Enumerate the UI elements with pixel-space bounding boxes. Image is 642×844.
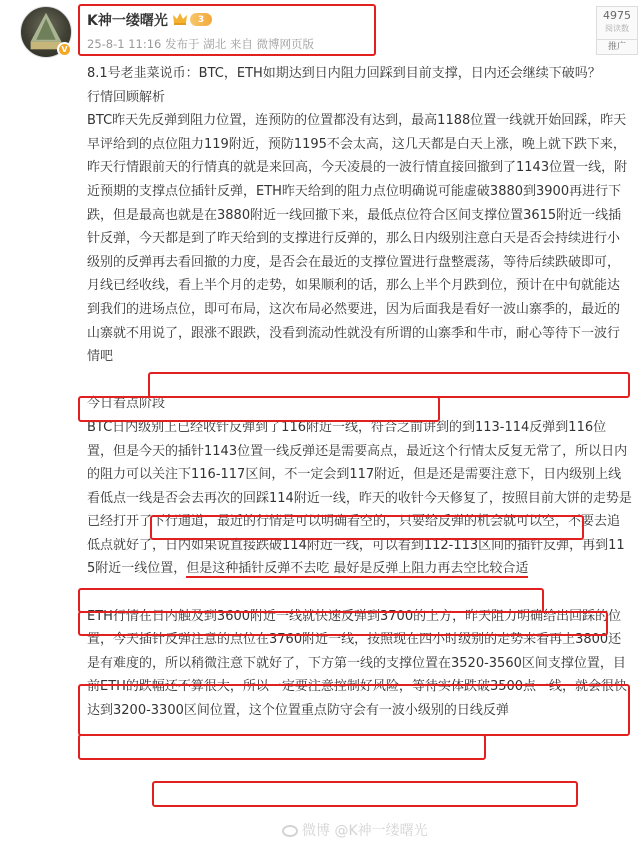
post-title: 8.1号老韭菜说币：BTC，ETH如期达到日内阻力回踩到目前支撑，日内还会继续下破吗？ xyxy=(87,66,601,81)
review-text-2: 最近的山寨就不用说了，跟涨不跟跌，没看到流动性就没有所谓的山寨季和牛市，耐心等待下一波行情吧 xyxy=(87,301,621,365)
post-content xyxy=(87,62,632,723)
btc-text-5: 日内如果说 xyxy=(165,537,231,553)
btc-text-4: 可以明确看空的，只要给反弹的机会就可以空，不要去追低点就好了， xyxy=(87,514,621,553)
btc-text-3: 但是还是需要注意下，日内级别上线看低点一线是否会去再次的回踩114附近一线，昨天的收针今天修复了，按照目前大饼的走势是已经打开了下行通道，最近的行情是 xyxy=(87,467,632,530)
eth-text-4: 这个位置重点防守会有一波小级别的日线反弹 xyxy=(248,703,509,719)
highlight-eth-target xyxy=(152,781,578,807)
post-meta: 25-8-1 11:16 发布于 湖北 来自 微博网页版 xyxy=(87,37,314,51)
btc-text-1: BTC日内级别上已经收针反弹到了116附近一线，符合之前讲到的到113-114反弹到116位置，但是今天的插针1143位置一线反弹还是需要高点，最近这个行情太反复无常了， xyxy=(87,419,607,459)
crown-icon[interactable] xyxy=(172,11,188,25)
watermark xyxy=(282,820,428,840)
eth-text-2: 下方第一线的支撑位置在3520-3560区间支撑位置，目前ETH的跌幅还不算很大，所以一定要注意控制好风险， xyxy=(87,655,626,695)
eth-text-3: 等待实体跌破3500点一线，就会很快达到3200-3300区间位置， xyxy=(87,679,628,719)
highlight-eth-block xyxy=(78,734,486,760)
views-counter xyxy=(596,6,638,40)
watermark-text: 微博 @K神一缕曙光 xyxy=(302,823,428,839)
today-heading: 今日看点阶段 xyxy=(87,396,166,412)
promote-button[interactable]: 推广 xyxy=(596,40,638,55)
blank-line xyxy=(87,581,632,605)
btc-text-6: 直接跌破114附近一线，可以看到112-113区间的插针反弹，再到115附近一线位置， xyxy=(87,537,625,577)
level-badge[interactable]: 3 xyxy=(190,13,212,26)
verified-v-icon: V xyxy=(57,42,72,57)
btc-text-2: 所以日内的阻力可以关注下116-117区间，不一定会到117附近， xyxy=(87,443,628,483)
weibo-logo-icon xyxy=(282,825,298,837)
btc-paragraph xyxy=(87,416,632,581)
review-heading: 行情回顾解析 xyxy=(87,89,166,105)
author-name[interactable]: K神一缕曙光 xyxy=(87,13,168,29)
review-text-1: BTC昨天先反弹到阻力位置，连预防的位置都没有达到，最高1188位置一线就开始回踩，昨天早评给到的点位阻力119附近，预防1195不会太高，这几天都是白天上涨，晚上就下跌下来，昨天行情跟前天的行情真的就是来回高，今天凌晨的一波行情直接回撤到了1143位置一线，附近预期的支撑点位插针反弹，ETH昨天给到的阻力点位明确说可能虚破3880到3900再进行下跌，但是最高也就是在3880附近一线回撤下来，最低点位符合区间支撑位置3615附近一线插针反弹，今天都是到了昨天给到的支撑进行反弹的，那么日内级别注意白天是否会持续进行小级别的反弹再去看回撤的力度，是否会在最近的支撑位置进行盘整震荡，等待后续跌破即可，月线已经收线，看上半个月的走势，如果顺利的话，那么上半个月跌到位，预计在中旬就能达到我们的进场点位，即可布局，这次布局必然要进，因为后面我是看好一波山寨季的， xyxy=(87,113,628,317)
btc-text-7: 但是这种插针反弹不去吃 最好是反弹上阻力再去空比较合适 xyxy=(186,561,529,577)
views-count: 4975 xyxy=(603,9,631,22)
review-paragraph xyxy=(87,109,632,369)
blank-line xyxy=(87,369,632,393)
views-label: 阅读数 xyxy=(605,24,629,33)
eth-text-1: ETH行情在日内触及到3600附近一线就快速反弹到3700的上方，昨天阻力明确给出回踩的位置，今天插针反弹注意的点位在3760附近一线，按照现在四小时级别的走势来看再上3800还是有难度的，所以稍微注意下就好了， xyxy=(87,608,622,671)
eth-paragraph xyxy=(87,605,632,723)
